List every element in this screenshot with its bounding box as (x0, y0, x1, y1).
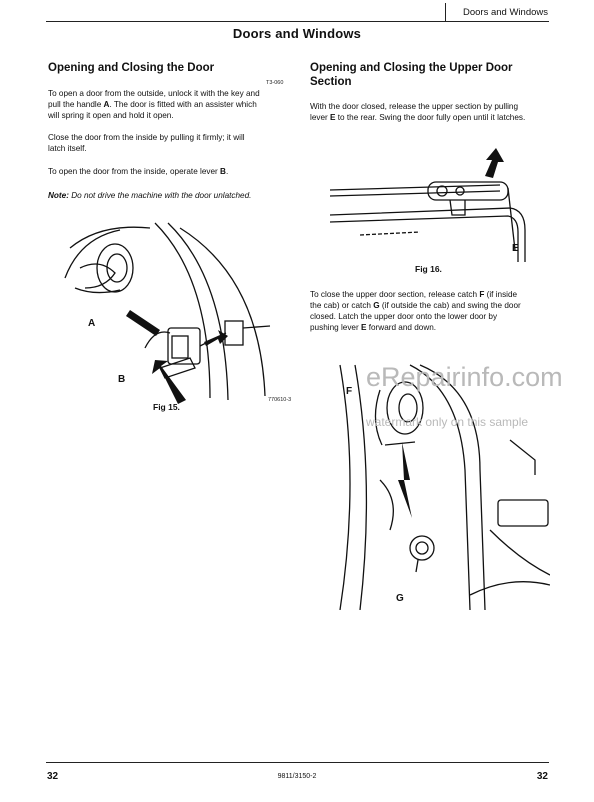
watermark-site: eRepairinfo.com (366, 362, 563, 392)
footer-page-left: 32 (47, 771, 59, 782)
left-paragraph-1: To open a door from the outside, unlock it with the key and pull the handle A. The door is fitted with an assister which will spring it open and hold it open. (48, 89, 260, 120)
fig17-illustration (320, 360, 550, 610)
left-paragraph-3: To open the door from the inside, operate lever B. (48, 167, 229, 176)
fig15-illustration (60, 218, 290, 404)
right-paragraph-2: To close the upper door section, release catch F (if inside the cab) or catch G (if outside the cab) and swing the door closed. Latch the upper door onto the lower door by pushing lever E forward and down. (310, 290, 521, 332)
fig16-caption: Fig 16. (415, 264, 442, 274)
fig15-label-a: A (88, 318, 96, 329)
footer-rule (46, 762, 549, 763)
fig17-label-g: G (396, 593, 404, 604)
fig16-illustration (330, 140, 530, 262)
running-header: Doors and Windows (462, 7, 548, 18)
watermark-note: watermark only on this sample (366, 415, 529, 429)
fig16-label-e: E (512, 243, 519, 254)
fig15-label-b: B (118, 374, 126, 385)
fig17-label-f: F (346, 386, 353, 397)
page-title: Doors and Windows (232, 26, 362, 41)
footer-page-right: 32 (536, 771, 548, 782)
right-heading: Opening and Closing the Upper Door Section (310, 62, 513, 88)
fig15-caption: Fig 15. (153, 402, 180, 412)
fig15-code: 770610-3 (268, 397, 292, 403)
right-paragraph-1: With the door closed, release the upper section by pulling lever E to the rear. Swing the door fully open until it latches. (310, 102, 526, 122)
header-divider (445, 3, 446, 21)
header-rule (46, 21, 549, 22)
left-note: Note: Do not drive the machine with the door unlatched. (48, 191, 252, 200)
left-ref-code: T3-060 (266, 80, 284, 86)
left-paragraph-2: Close the door from the inside by pulling it firmly; it will latch itself. (48, 133, 245, 153)
footer-doc-code: 9811/3150-2 (277, 773, 317, 780)
left-heading: Opening and Closing the Door (48, 62, 215, 74)
